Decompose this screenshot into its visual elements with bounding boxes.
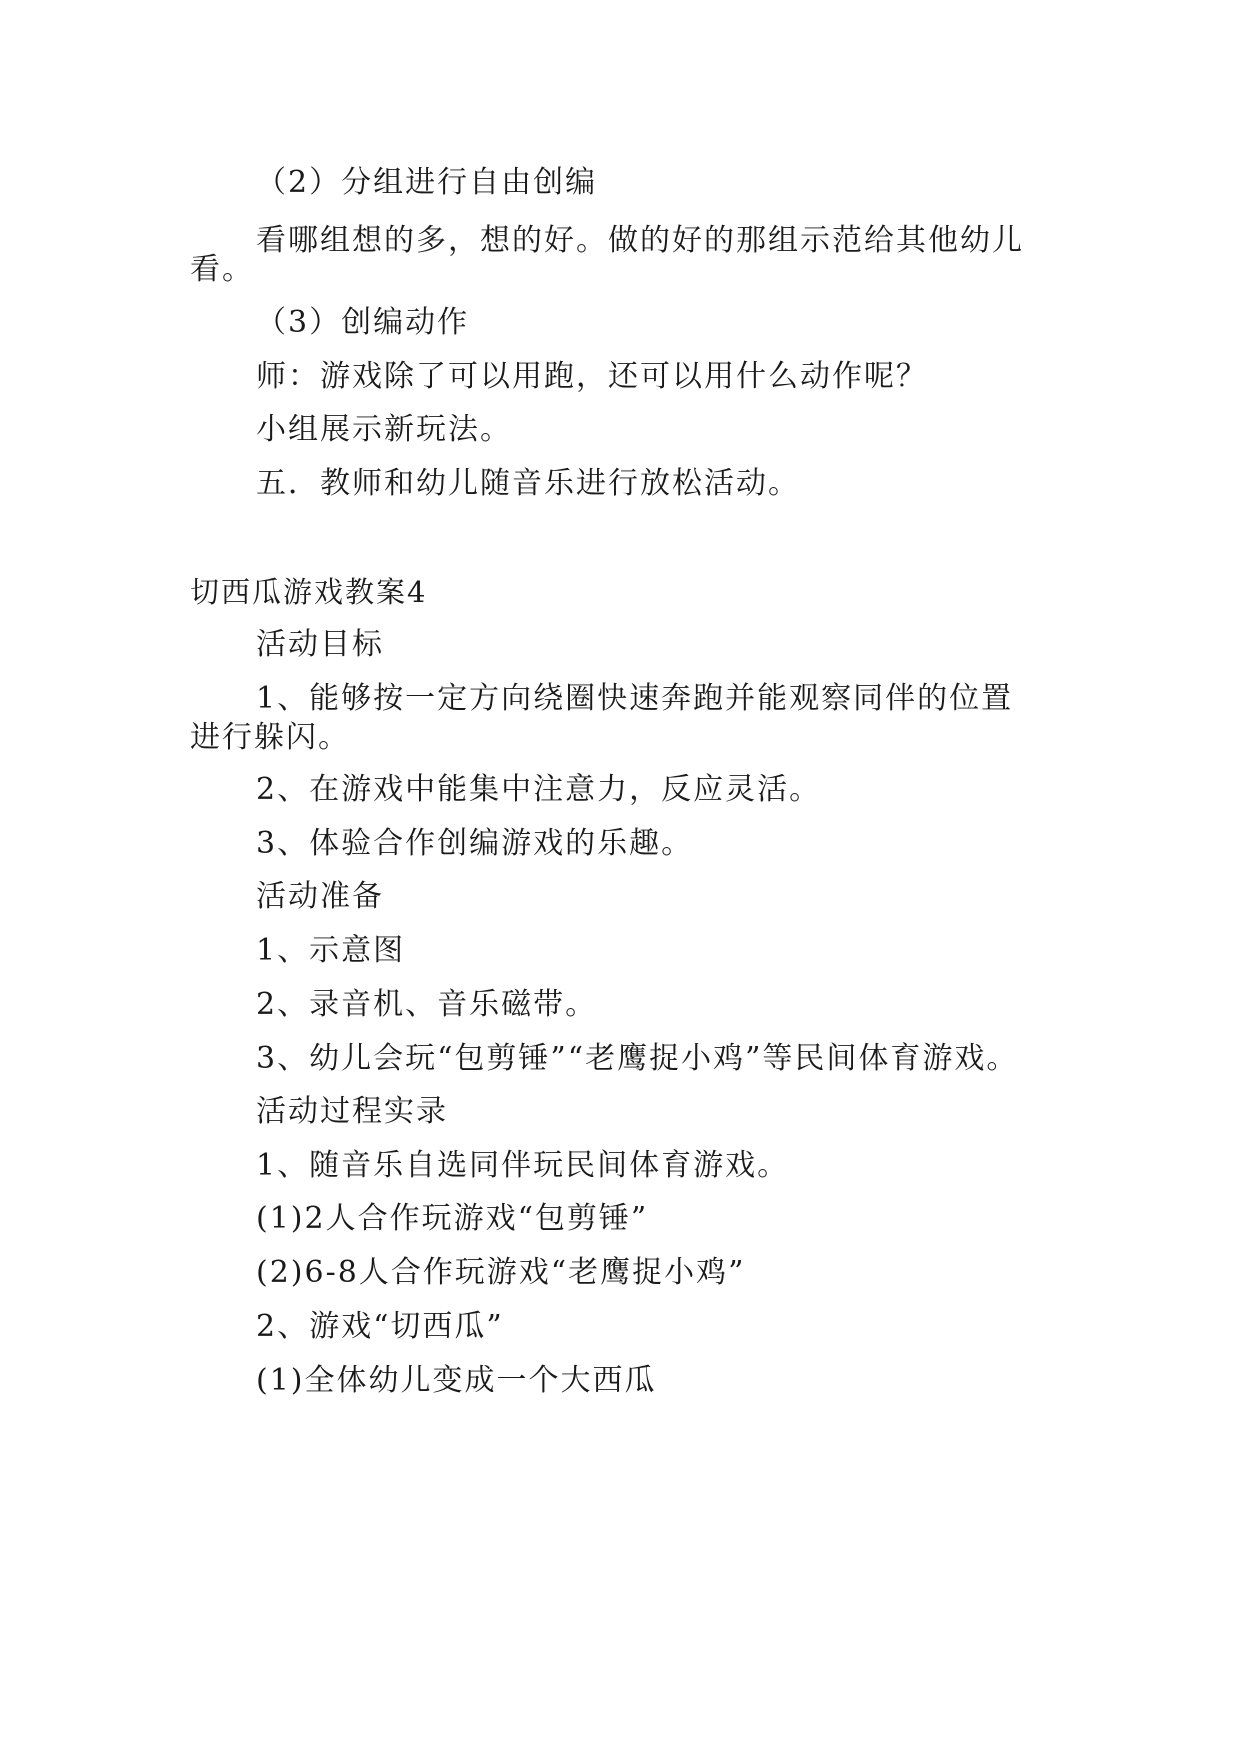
list-item: 2、在游戏中能集中注意力，反应灵活。 <box>256 772 822 807</box>
paragraph-line: 小组展示新玩法。 <box>256 412 512 447</box>
list-item: 1、示意图 <box>256 933 406 968</box>
sub-heading-group-create: （2）分组进行自由创编 <box>256 165 598 200</box>
section-heading-process: 活动过程实录 <box>256 1094 448 1129</box>
list-sub-item: (1)全体幼儿变成一个大西瓜 <box>256 1363 657 1398</box>
list-item: 1、随音乐自选同伴玩民间体育游戏。 <box>256 1148 790 1183</box>
paragraph-line-continued: 看。 <box>190 252 254 287</box>
paragraph-line: 看哪组想的多，想的好。做的好的那组示范给其他幼儿 <box>256 223 1024 258</box>
paragraph-line: 师：游戏除了可以用跑，还可以用什么动作呢？ <box>256 359 928 394</box>
list-sub-item: (1)2人合作玩游戏“包剪锤” <box>256 1201 649 1236</box>
section-heading-goals: 活动目标 <box>256 627 384 662</box>
section-heading-preparation: 活动准备 <box>256 879 384 914</box>
list-item-continued: 进行躲闪。 <box>190 720 350 755</box>
section-title: 切西瓜游戏教案4 <box>190 575 428 609</box>
list-item: 3、幼儿会玩“包剪锤”“老鹰捉小鸡”等民间体育游戏。 <box>256 1041 1019 1076</box>
list-item: 2、游戏“切西瓜” <box>256 1309 504 1344</box>
list-sub-item: (2)6-8人合作玩游戏“老鹰捉小鸡” <box>256 1255 746 1290</box>
sub-heading-create-actions: （3）创编动作 <box>256 305 470 340</box>
list-item: 1、能够按一定方向绕圈快速奔跑并能观察同伴的位置 <box>256 681 1014 716</box>
list-item: 3、体验合作创编游戏的乐趣。 <box>256 826 694 861</box>
list-item: 2、录音机、音乐磁带。 <box>256 987 598 1022</box>
paragraph-line: 五．教师和幼儿随音乐进行放松活动。 <box>256 466 800 501</box>
